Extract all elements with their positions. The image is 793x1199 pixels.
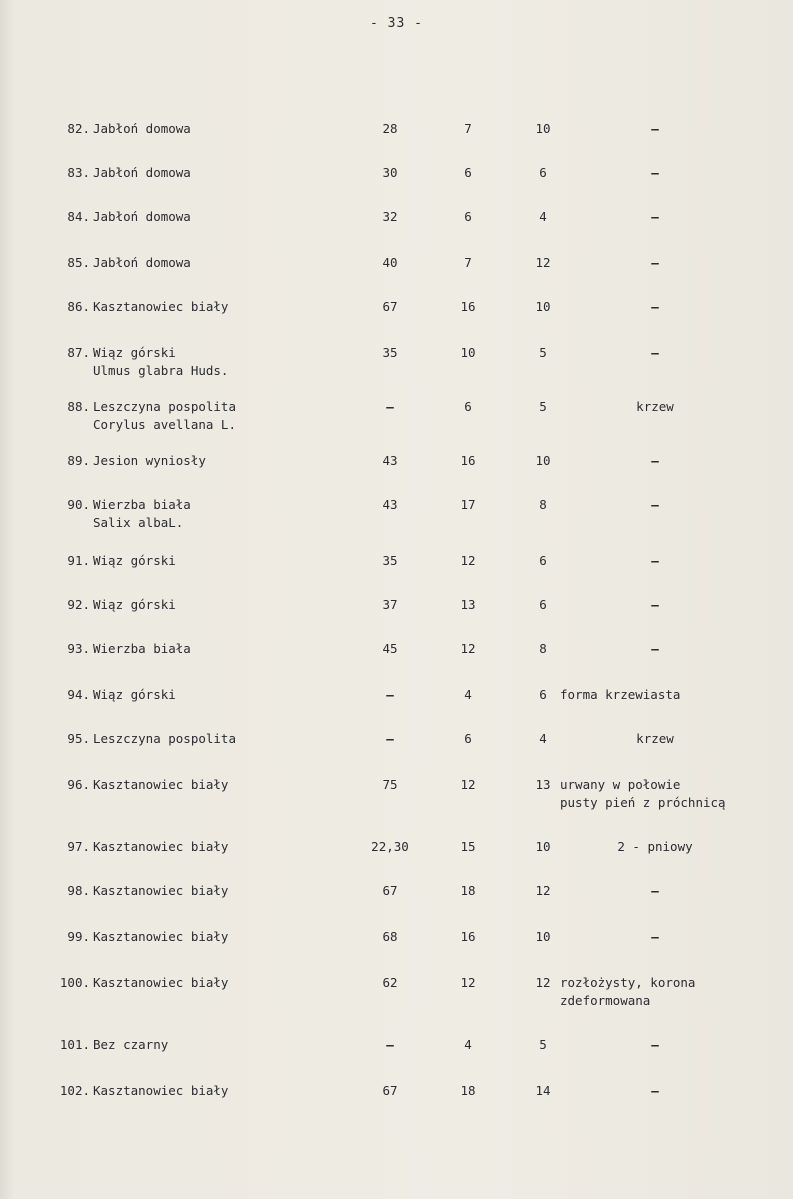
value-col-2: 7 bbox=[464, 255, 472, 270]
value-col-1: 45 bbox=[382, 641, 398, 656]
value-col-3: 13 bbox=[535, 777, 551, 792]
tree-species: Kasztanowiec biały bbox=[93, 777, 229, 792]
value-col-2: 7 bbox=[464, 121, 472, 136]
tree-species: Jabłoń domowa bbox=[93, 255, 191, 270]
row-number: 92. bbox=[67, 597, 90, 612]
row-number: 97. bbox=[67, 839, 90, 854]
table-row bbox=[0, 120, 793, 160]
value-col-2: 6 bbox=[464, 165, 472, 180]
table-row bbox=[0, 596, 793, 636]
value-col-3: 8 bbox=[539, 641, 547, 656]
table-row bbox=[0, 344, 793, 384]
tree-species: Kasztanowiec biały bbox=[93, 1083, 229, 1098]
remark: – bbox=[651, 1037, 659, 1052]
value-col-2: 12 bbox=[460, 975, 476, 990]
row-number: 101. bbox=[59, 1037, 90, 1052]
table-row bbox=[0, 974, 793, 1014]
tree-species: Wiąz górski bbox=[93, 687, 176, 702]
value-col-2: 12 bbox=[460, 641, 476, 656]
remark: – bbox=[651, 497, 659, 512]
value-col-1: 75 bbox=[382, 777, 398, 792]
value-col-1: – bbox=[386, 399, 394, 414]
table-row bbox=[0, 552, 793, 592]
row-number: 86. bbox=[67, 299, 90, 314]
row-number: 98. bbox=[67, 883, 90, 898]
value-col-1: 35 bbox=[382, 345, 398, 360]
value-col-3: 6 bbox=[539, 165, 547, 180]
value-col-3: 10 bbox=[535, 121, 551, 136]
value-col-1: 67 bbox=[382, 883, 398, 898]
value-col-3: 6 bbox=[539, 597, 547, 612]
row-number: 102. bbox=[59, 1083, 90, 1098]
value-col-2: 17 bbox=[460, 497, 476, 512]
tree-species: Jabłoń domowa bbox=[93, 165, 191, 180]
table-row bbox=[0, 208, 793, 248]
value-col-2: 16 bbox=[460, 299, 476, 314]
value-col-1: – bbox=[386, 731, 394, 746]
value-col-3: 4 bbox=[539, 731, 547, 746]
table-row bbox=[0, 686, 793, 726]
value-col-2: 6 bbox=[464, 731, 472, 746]
value-col-3: 4 bbox=[539, 209, 547, 224]
value-col-3: 10 bbox=[535, 929, 551, 944]
tree-species: Leszczyna pospolita bbox=[93, 731, 236, 746]
remark: – bbox=[651, 883, 659, 898]
value-col-1: 28 bbox=[382, 121, 398, 136]
value-col-1: 43 bbox=[382, 453, 398, 468]
table-row bbox=[0, 298, 793, 338]
remark: – bbox=[651, 929, 659, 944]
table-row bbox=[0, 838, 793, 878]
value-col-1: – bbox=[386, 1037, 394, 1052]
remark: forma krzewiasta bbox=[560, 687, 681, 702]
tree-species: Jabłoń domowa bbox=[93, 209, 191, 224]
value-col-3: 6 bbox=[539, 553, 547, 568]
row-number: 95. bbox=[67, 731, 90, 746]
value-col-3: 5 bbox=[539, 1037, 547, 1052]
remark: – bbox=[651, 453, 659, 468]
remark: krzew bbox=[636, 399, 674, 414]
tree-species: Kasztanowiec biały bbox=[93, 883, 229, 898]
value-col-2: 15 bbox=[460, 839, 476, 854]
value-col-1: 37 bbox=[382, 597, 398, 612]
table-row bbox=[0, 254, 793, 294]
tree-species: Bez czarny bbox=[93, 1037, 169, 1052]
value-col-3: 14 bbox=[535, 1083, 551, 1098]
tree-species: Kasztanowiec biały bbox=[93, 839, 229, 854]
row-number: 87. bbox=[67, 345, 90, 360]
value-col-1: 40 bbox=[382, 255, 398, 270]
row-number: 99. bbox=[67, 929, 90, 944]
value-col-3: 12 bbox=[535, 255, 551, 270]
table-row bbox=[0, 730, 793, 770]
value-col-3: 12 bbox=[535, 883, 551, 898]
remark: – bbox=[651, 553, 659, 568]
tree-species: Kasztanowiec biały bbox=[93, 299, 229, 314]
value-col-3: 5 bbox=[539, 345, 547, 360]
tree-species: Kasztanowiec biały bbox=[93, 929, 229, 944]
value-col-3: 10 bbox=[535, 839, 551, 854]
remark: 2 - pniowy bbox=[617, 839, 693, 854]
row-number: 88. bbox=[67, 399, 90, 414]
value-col-2: 10 bbox=[460, 345, 476, 360]
table-row bbox=[0, 1036, 793, 1076]
value-col-1: 43 bbox=[382, 497, 398, 512]
value-col-2: 12 bbox=[460, 553, 476, 568]
row-number: 84. bbox=[67, 209, 90, 224]
value-col-2: 6 bbox=[464, 209, 472, 224]
row-number: 96. bbox=[67, 777, 90, 792]
tree-species: Jesion wyniosły bbox=[93, 453, 206, 468]
value-col-1: 30 bbox=[382, 165, 398, 180]
value-col-2: 4 bbox=[464, 687, 472, 702]
value-col-3: 10 bbox=[535, 453, 551, 468]
value-col-2: 12 bbox=[460, 777, 476, 792]
value-col-1: 22,30 bbox=[371, 839, 409, 854]
remark: krzew bbox=[636, 731, 674, 746]
value-col-2: 16 bbox=[460, 453, 476, 468]
value-col-2: 6 bbox=[464, 399, 472, 414]
tree-species: Wiąz górski bbox=[93, 553, 176, 568]
tree-species: Jabłoń domowa bbox=[93, 121, 191, 136]
remark: – bbox=[651, 299, 659, 314]
table-row bbox=[0, 398, 793, 438]
remark: urwany w połowie pusty pień z próchnicą bbox=[560, 777, 726, 810]
value-col-3: 5 bbox=[539, 399, 547, 414]
tree-species: Leszczyna pospolita Corylus avellana L. bbox=[93, 399, 236, 432]
value-col-3: 8 bbox=[539, 497, 547, 512]
tree-species: Kasztanowiec biały bbox=[93, 975, 229, 990]
value-col-1: 62 bbox=[382, 975, 398, 990]
value-col-1: – bbox=[386, 687, 394, 702]
row-number: 100. bbox=[59, 975, 90, 990]
row-number: 89. bbox=[67, 453, 90, 468]
value-col-2: 4 bbox=[464, 1037, 472, 1052]
row-number: 83. bbox=[67, 165, 90, 180]
table-row bbox=[0, 496, 793, 536]
row-number: 91. bbox=[67, 553, 90, 568]
value-col-2: 16 bbox=[460, 929, 476, 944]
remark: – bbox=[651, 597, 659, 612]
tree-species: Wiąz górski bbox=[93, 597, 176, 612]
table-row bbox=[0, 776, 793, 816]
tree-species: Wiąz górski Ulmus glabra Huds. bbox=[93, 345, 229, 378]
remark: – bbox=[651, 121, 659, 136]
value-col-2: 13 bbox=[460, 597, 476, 612]
table-row bbox=[0, 1082, 793, 1122]
value-col-2: 18 bbox=[460, 1083, 476, 1098]
tree-species: Wierzba biała Salix albaL. bbox=[93, 497, 191, 530]
table-row bbox=[0, 928, 793, 968]
remark: – bbox=[651, 209, 659, 224]
remark: – bbox=[651, 641, 659, 656]
remark: – bbox=[651, 255, 659, 270]
table-row bbox=[0, 452, 793, 492]
value-col-3: 12 bbox=[535, 975, 551, 990]
value-col-1: 35 bbox=[382, 553, 398, 568]
remark: – bbox=[651, 165, 659, 180]
row-number: 94. bbox=[67, 687, 90, 702]
remark: – bbox=[651, 345, 659, 360]
row-number: 85. bbox=[67, 255, 90, 270]
page-number: - 33 - bbox=[370, 16, 423, 31]
value-col-3: 10 bbox=[535, 299, 551, 314]
table-row bbox=[0, 882, 793, 922]
value-col-1: 67 bbox=[382, 1083, 398, 1098]
row-number: 93. bbox=[67, 641, 90, 656]
value-col-3: 6 bbox=[539, 687, 547, 702]
value-col-1: 32 bbox=[382, 209, 398, 224]
table-row bbox=[0, 164, 793, 204]
row-number: 82. bbox=[67, 121, 90, 136]
tree-species: Wierzba biała bbox=[93, 641, 191, 656]
value-col-2: 18 bbox=[460, 883, 476, 898]
remark: rozłożysty, korona zdeformowana bbox=[560, 975, 696, 1008]
table-row bbox=[0, 640, 793, 680]
row-number: 90. bbox=[67, 497, 90, 512]
value-col-1: 67 bbox=[382, 299, 398, 314]
value-col-1: 68 bbox=[382, 929, 398, 944]
remark: – bbox=[651, 1083, 659, 1098]
